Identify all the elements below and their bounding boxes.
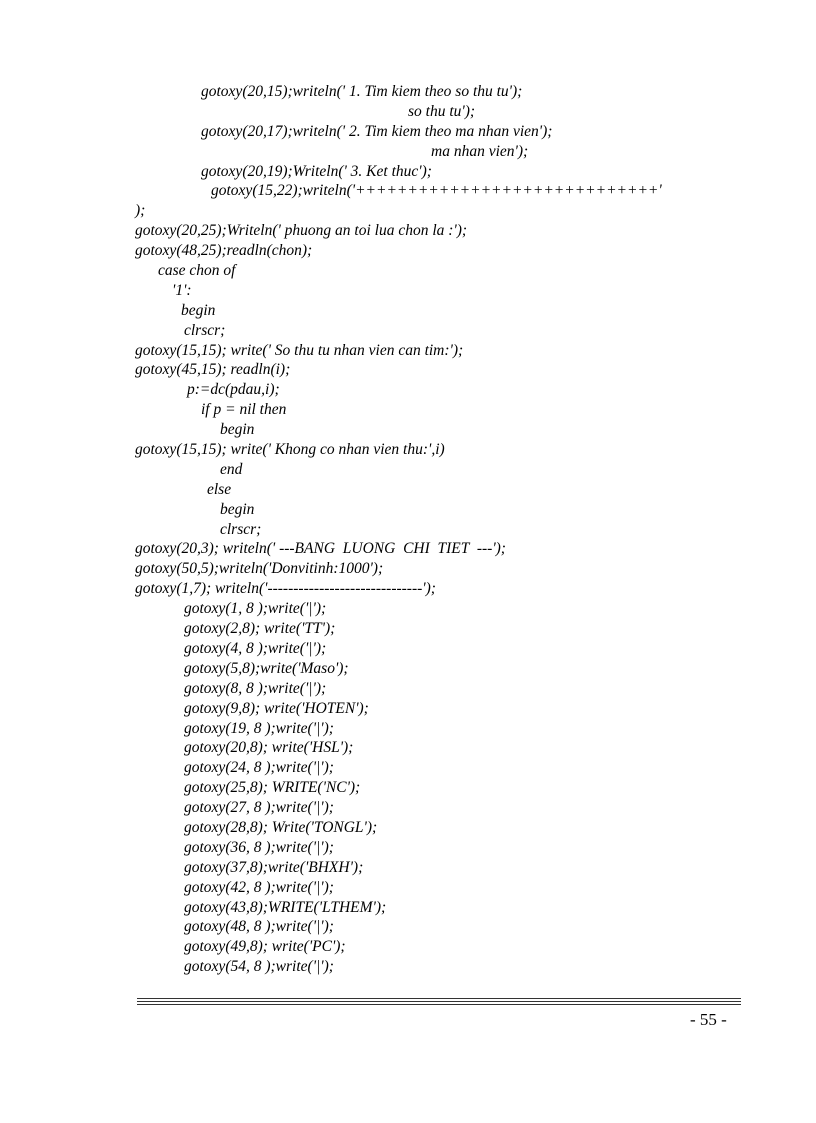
code-line: gotoxy(20,25);Writeln(' phuong an toi lua chon la :'); <box>135 222 468 240</box>
code-line: gotoxy(54, 8 );write('|'); <box>184 958 334 976</box>
page-number: - 55 - <box>690 1010 727 1029</box>
code-line: gotoxy(28,8); Write('TONGL'); <box>184 818 378 836</box>
code-line: gotoxy(43,8);WRITE('LTHEM'); <box>184 898 387 916</box>
code-line: gotoxy(20,8); write('HSL'); <box>184 739 354 757</box>
code-line: gotoxy(15,15); write(' Khong co nhan vien thu:',i) <box>135 441 445 459</box>
code-line: else <box>207 480 232 498</box>
code-line: clrscr; <box>184 321 226 339</box>
code-line: gotoxy(25,8); WRITE('NC'); <box>184 779 361 797</box>
code-line: begin <box>220 500 255 518</box>
code-line: gotoxy(8, 8 );write('|'); <box>184 679 327 697</box>
code-line: gotoxy(42, 8 );write('|'); <box>184 878 334 896</box>
code-line: gotoxy(20,19);Writeln(' 3. Ket thuc'); <box>201 162 432 180</box>
footer-rule <box>137 1004 741 1005</box>
code-line: gotoxy(48, 8 );write('|'); <box>184 918 334 936</box>
code-line: begin <box>220 421 255 439</box>
code-line: gotoxy(2,8); write('TT'); <box>184 620 336 638</box>
code-line: gotoxy(9,8); write('HOTEN'); <box>184 699 369 717</box>
code-line: end <box>220 460 243 478</box>
code-line: gotoxy(48,25);readln(chon); <box>135 242 313 260</box>
code-line: gotoxy(37,8);write('BHXH'); <box>184 858 364 876</box>
code-line: gotoxy(15,22);writeln('+++++++++++++++++++++++++++++' <box>211 182 662 200</box>
code-line: ma nhan vien'); <box>431 142 529 160</box>
code-line: gotoxy(19, 8 );write('|'); <box>184 719 334 737</box>
code-line: if p = nil then <box>201 401 287 419</box>
footer-rule <box>137 998 741 999</box>
code-line: gotoxy(5,8);write('Maso'); <box>184 659 349 677</box>
code-line: so thu tu'); <box>408 102 476 120</box>
code-line: gotoxy(45,15); readln(i); <box>135 361 291 379</box>
code-line: gotoxy(1, 8 );write('|'); <box>184 600 327 618</box>
code-line: ); <box>135 202 146 220</box>
code-line: gotoxy(20,3); writeln(' ---BANG LUONG CHI TIET ---'); <box>135 540 506 558</box>
code-line: clrscr; <box>220 520 262 538</box>
code-line: gotoxy(20,17);writeln(' 2. Tim kiem theo ma nhan vien'); <box>201 122 553 140</box>
code-line: '1': <box>172 281 192 299</box>
code-listing <box>0 82 816 977</box>
code-line: p:=dc(pdau,i); <box>187 381 280 399</box>
code-line: gotoxy(1,7); writeln('------------------------------'); <box>135 580 436 598</box>
code-line: gotoxy(15,15); write(' So thu tu nhan vien can tim:'); <box>135 341 464 359</box>
code-line: gotoxy(20,15);writeln(' 1. Tim kiem theo so thu tu'); <box>201 83 523 100</box>
code-line: gotoxy(49,8); write('PC'); <box>184 938 346 956</box>
code-line: case chon of <box>158 262 236 280</box>
code-line: gotoxy(50,5);writeln('Donvitinh:1000'); <box>135 560 384 578</box>
code-line: gotoxy(27, 8 );write('|'); <box>184 799 334 817</box>
code-line: gotoxy(24, 8 );write('|'); <box>184 759 334 777</box>
code-line: gotoxy(36, 8 );write('|'); <box>184 838 334 856</box>
code-line: gotoxy(4, 8 );write('|'); <box>184 639 327 657</box>
footer-rule <box>137 1001 741 1002</box>
code-line: begin <box>181 301 216 319</box>
